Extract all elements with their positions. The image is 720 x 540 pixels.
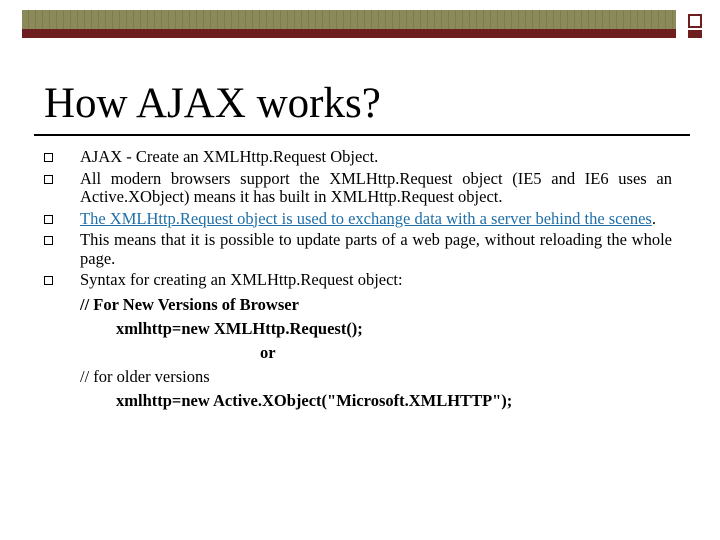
square-bullet-icon xyxy=(44,236,53,245)
band-dark-stripe xyxy=(22,29,676,38)
band-olive-stripe xyxy=(22,10,676,29)
slide-content xyxy=(44,148,672,413)
bullet-text: This means that it is possible to update parts of a web page, without reloading the whole page. xyxy=(80,230,672,268)
square-bullet-icon xyxy=(44,276,53,285)
bullet-suffix: . xyxy=(651,208,656,228)
bullet-item xyxy=(44,148,672,167)
bullet-item-link xyxy=(44,210,672,229)
square-bullet-icon xyxy=(44,153,53,162)
code-comment-new: // For New Versions of Browser xyxy=(80,294,299,314)
top-decorative-band xyxy=(22,10,676,38)
code-or: or xyxy=(260,342,276,362)
bullet-item xyxy=(44,271,672,290)
square-bullet-icon xyxy=(44,215,53,224)
code-line-new: xmlhttp=new XMLHttp.Request(); xyxy=(116,318,363,338)
bullet-item xyxy=(44,170,672,207)
code-line-old: xmlhttp=new Active.XObject("Microsoft.XMLHTTP"); xyxy=(116,390,513,410)
bullet-text: Syntax for creating an XMLHttp.Request object: xyxy=(80,270,403,289)
slide-title: How AJAX works? xyxy=(44,80,381,127)
square-bullet-icon xyxy=(44,175,53,184)
corner-square-icon xyxy=(688,14,702,28)
code-comment-old: // for older versions xyxy=(80,366,210,386)
bullet-link-text[interactable]: The XMLHttp.Request object is used to exchange data with a server behind the scenes xyxy=(80,208,652,228)
title-divider xyxy=(34,134,690,136)
bullet-text: All modern browsers support the XMLHttp.Request object (IE5 and IE6 uses an Active.XObject) means it has built in XMLHttp.Request object. xyxy=(80,168,672,206)
bullet-text: AJAX - Create an XMLHttp.Request Object. xyxy=(80,147,379,166)
bullet-item xyxy=(44,231,672,268)
corner-fill-block xyxy=(688,30,702,38)
